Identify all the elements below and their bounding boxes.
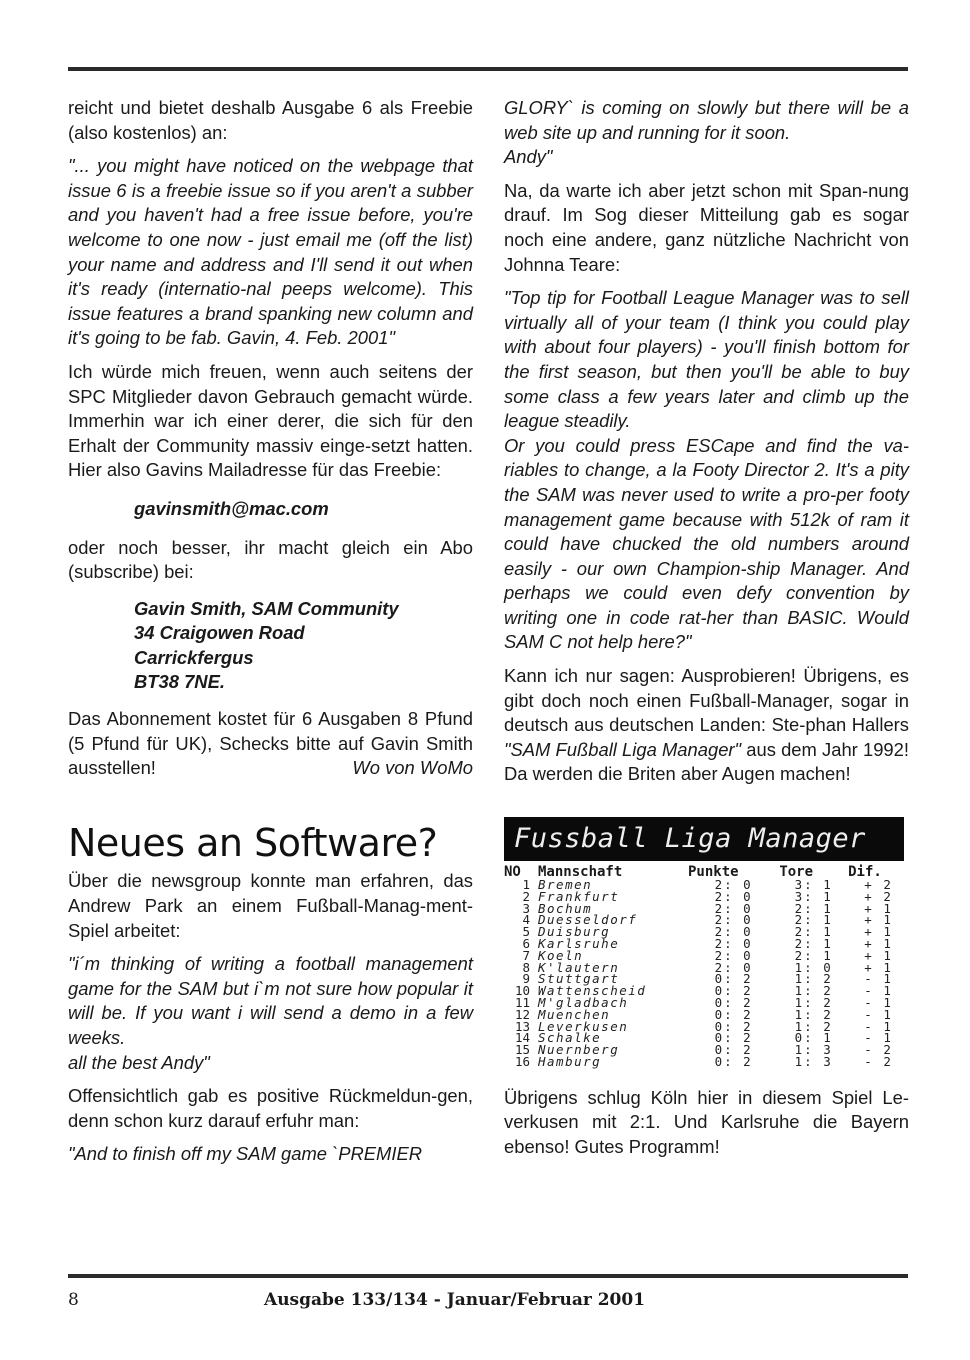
points: 0: 2	[714, 983, 753, 999]
points: 2: 0	[714, 912, 753, 928]
points: 2: 0	[714, 900, 753, 916]
goals: 1: 2	[794, 983, 833, 999]
goals: 1: 2	[794, 1018, 833, 1034]
address-line: BT38 7NE.	[134, 671, 225, 693]
points: 0: 2	[714, 1006, 753, 1022]
goals: 2: 1	[794, 900, 833, 916]
league-table	[504, 866, 909, 1068]
section-heading: Neues an Software?	[68, 820, 438, 865]
points: 2: 0	[714, 877, 753, 893]
goal-diff: - 1	[864, 983, 893, 999]
rank: 14	[514, 1030, 530, 1046]
points: 0: 2	[714, 1042, 753, 1058]
team-name: Schalke	[538, 1030, 602, 1046]
col-header-diff: Dif.	[848, 864, 882, 881]
quote-andy	[68, 952, 473, 1075]
points: 2: 0	[714, 924, 753, 940]
points: 2: 0	[714, 959, 753, 975]
address-line: Gavin Smith, SAM Community	[134, 597, 399, 619]
top-rule	[68, 67, 908, 71]
points: 0: 2	[714, 1053, 753, 1069]
col-header-no: NO	[504, 864, 521, 881]
rank: 4	[522, 912, 530, 928]
goal-diff: - 1	[864, 1006, 893, 1022]
quote-premier-start: "And to finish off my SAM game `PREMIER	[68, 1143, 423, 1165]
points: 0: 2	[714, 995, 753, 1010]
rank: 16	[514, 1053, 530, 1069]
table-row	[504, 1056, 909, 1068]
goal-diff: + 1	[864, 947, 893, 963]
goal-diff: - 1	[864, 1018, 893, 1034]
team-name: Nuernberg	[538, 1042, 620, 1058]
rank: 9	[522, 971, 530, 987]
goals: 1: 2	[794, 995, 833, 1010]
text: aus dem Jahr 1992! Da werden die Briten aber Augen machen!	[504, 738, 909, 785]
address-line: 34 Craigowen Road	[134, 622, 305, 644]
game-title: "SAM Fußball Liga Manager"	[504, 738, 742, 760]
goals: 1: 3	[794, 1053, 833, 1069]
rank: 12	[514, 1006, 530, 1022]
goals: 0: 1	[794, 1030, 833, 1046]
rank: 7	[522, 947, 530, 963]
goal-diff: - 1	[864, 1030, 893, 1046]
goal-diff: + 1	[864, 912, 893, 928]
screenshot-caption: Übrigens schlug Köln hier in diesem Spiel Le-verkusen mit 2:1. Und Karlsruhe die Bayern ebenso! Gutes Programm!	[504, 1086, 909, 1157]
team-name: Wattenscheid	[538, 983, 647, 999]
rank: 8	[522, 959, 530, 975]
team-name: Leverkusen	[538, 1018, 629, 1034]
team-name: Bochum	[538, 900, 593, 916]
game-screenshot	[504, 817, 909, 1068]
points: 2: 0	[714, 888, 753, 904]
paragraph: Na, da warte ich aber jetzt schon mit Span-nung drauf. Im Sog dieser Mitteilung gab es sogar noch eine andere, ganz nützliche Nachricht von Johnna Teare:	[504, 179, 909, 275]
goal-diff: + 1	[864, 900, 893, 916]
bottom-rule	[68, 1274, 908, 1278]
team-name: M'gladbach	[538, 995, 629, 1010]
team-name: Muenchen	[538, 1006, 611, 1022]
rank: 10	[514, 983, 530, 999]
team-name: Stuttgart	[538, 971, 620, 987]
col-header-goals: Tore	[779, 864, 814, 881]
goal-diff: + 2	[864, 877, 893, 893]
rank: 13	[514, 1018, 530, 1034]
team-name: Duesseldorf	[538, 912, 638, 928]
paragraph: Das Abonnement kostet für 6 Ausgaben 8 Pfund (5 Pfund für UK), Schecks bitte auf Gavin Smith ausstellen!	[68, 708, 473, 779]
goals: 1: 2	[794, 971, 833, 987]
quote-line: all the best Andy"	[68, 1051, 210, 1073]
rank: 15	[514, 1042, 530, 1058]
postal-address	[68, 597, 473, 695]
quote-gavin: "... you might have noticed on the webpage that issue 6 is a freebie issue so if you aren't a subber and you haven't had a free issue before, you're welcome to one now - just email me (off the list) your name and address and I'll send it out when it's ready (internatio-nal peeps welcome). This issue features a brand spanking new column and it's going to be fab. Gavin, 4. Feb. 2001"	[68, 155, 473, 349]
quote-signature: Andy"	[504, 146, 553, 168]
author-signature: Wo von WoMo	[352, 757, 473, 779]
goal-diff: + 2	[864, 888, 893, 904]
rank: 1	[522, 877, 530, 893]
quote-johnna-cont: Or you could press ESCape and find the va-riables to change, a la Footy Director 2. It's a pity the SAM was never used to write a pro-per footy management game because with 512k of ram it could have chucked the old numbers around easily - our own Champion-ship Manager. And perhaps we could even defy convention by writing one in code rat-her than BASIC. Would SAM C not help here?"	[504, 434, 909, 653]
team-name: Duisburg	[538, 924, 611, 940]
paragraph: Über die newsgroup konnte man erfahren, das Andrew Park an einem Fußball-Manag-ment-Spiel arbeitet:	[68, 870, 473, 941]
points: 0: 2	[714, 1030, 753, 1046]
goals: 3: 1	[794, 877, 833, 893]
goals: 1: 0	[794, 959, 833, 975]
email-address: gavinsmith@mac.com	[134, 497, 329, 519]
screenshot-title-bar: Fussball Liga Manager	[504, 817, 904, 861]
team-name: Karlsruhe	[538, 936, 620, 952]
paragraph: Offensichtlich gab es positive Rückmeldun-gen, denn schon kurz darauf erfuhr man:	[68, 1085, 473, 1131]
goal-diff: - 2	[864, 1053, 893, 1069]
paragraph	[504, 664, 909, 787]
team-name: Frankfurt	[538, 888, 620, 904]
team-name: K'lautern	[538, 959, 620, 975]
goals: 2: 1	[794, 912, 833, 928]
team-name: Hamburg	[538, 1053, 602, 1069]
goal-diff: + 1	[864, 924, 893, 940]
rank: 5	[522, 924, 530, 940]
col-header-points: Punkte	[688, 864, 739, 881]
team-name: Koeln	[538, 947, 584, 963]
page-number: 8	[68, 1290, 79, 1310]
paragraph: reicht und bietet deshalb Ausgabe 6 als Freebie (also kostenlos) an:	[68, 97, 473, 143]
goals: 1: 3	[794, 1042, 833, 1058]
points: 0: 2	[714, 1018, 753, 1034]
points: 2: 0	[714, 936, 753, 952]
rank: 6	[522, 936, 530, 952]
goal-diff: + 1	[864, 959, 893, 975]
points: 2: 0	[714, 947, 753, 963]
quote-premier-end: GLORY` is coming on slowly but there will be a web site up and running for it soon.	[504, 97, 909, 143]
quote-johnna: "Top tip for Football League Manager was to sell virtually all of your team (I think you could play with about four players) - you'll finish bottom for the first season, but then you'll be able to buy some class a few years later and climb up the league steadily.	[504, 287, 909, 432]
team-name: Bremen	[538, 877, 593, 893]
goal-diff: - 1	[864, 971, 893, 987]
points: 0: 2	[714, 971, 753, 987]
address-line: Carrickfergus	[134, 646, 254, 668]
right-column	[504, 96, 909, 1169]
left-column	[68, 96, 473, 1176]
goals: 2: 1	[794, 936, 833, 952]
goal-diff: + 1	[864, 936, 893, 952]
goal-diff: - 1	[864, 995, 893, 1010]
rank: 2	[522, 888, 530, 904]
col-header-team: Mannschaft	[538, 864, 623, 881]
issue-label: Ausgabe 133/134 - Januar/Februar 2001	[264, 1290, 646, 1310]
paragraph: Ich würde mich freuen, wenn auch seitens der SPC Mitglieder davon Gebrauch gemacht würde. Immerhin war ich einer derer, die sich für den Erhalt der Community massiv einge-setzt hatten. Hier also Gavins Mailadresse für das Freebie:	[68, 360, 473, 481]
text: Kann ich nur sagen: Ausprobieren! Übrigens, es gibt doch noch einen Fußball-Manager, sogar in deutsch aus deutschen Landen: Ste-phan Hallers	[504, 665, 909, 736]
goals: 3: 1	[794, 888, 833, 904]
quote-line: "i´m thinking of writing a football management game for the SAM but i`m not sure how popular it will be. If you want i will send a demo in a few weeks.	[68, 953, 473, 1048]
goals: 1: 2	[794, 1006, 833, 1022]
paragraph: oder noch besser, ihr macht gleich ein Abo (subscribe) bei:	[68, 536, 473, 583]
rank: 11	[514, 995, 530, 1010]
goal-diff: - 2	[864, 1042, 893, 1058]
goals: 2: 1	[794, 924, 833, 940]
goals: 2: 1	[794, 947, 833, 963]
rank: 3	[522, 900, 530, 916]
